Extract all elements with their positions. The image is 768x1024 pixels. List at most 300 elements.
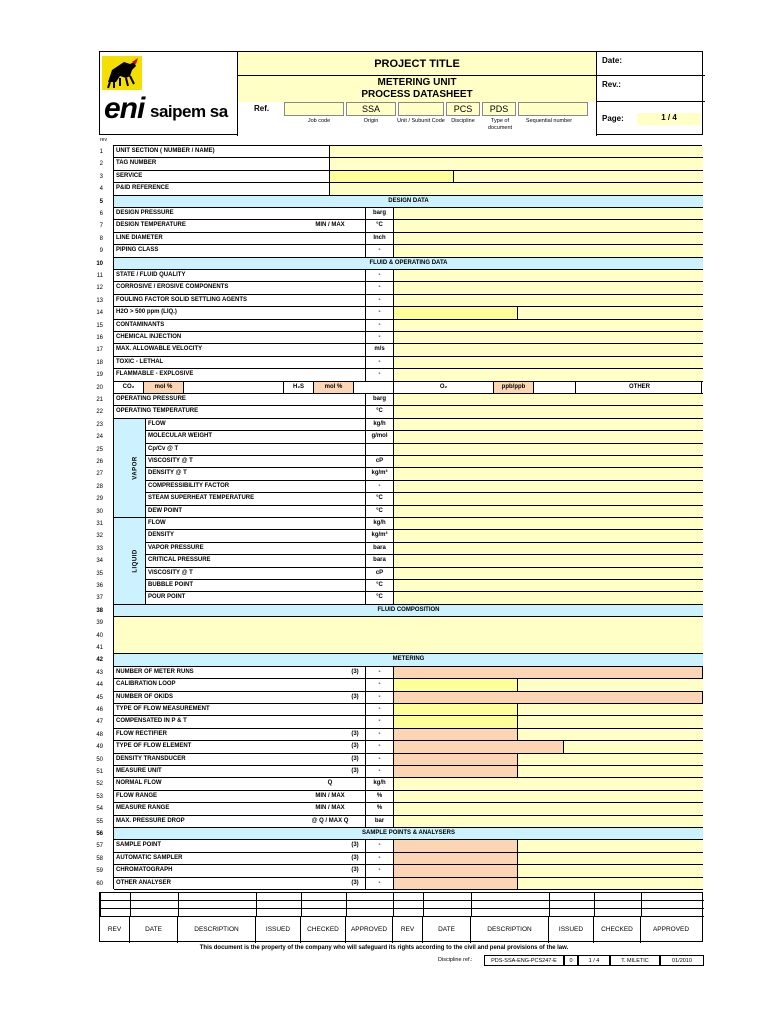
datasheet-row [96, 270, 703, 282]
saipem-logo-text: saipem sa [150, 102, 228, 121]
datasheet-row [96, 840, 703, 852]
value-cell[interactable] [394, 419, 703, 430]
value-cell[interactable] [394, 803, 703, 814]
line-number: 27 [96, 471, 103, 478]
value-cell[interactable] [394, 493, 703, 504]
unit-cell: - [366, 741, 394, 752]
property-label: OPERATING TEMPERATURE [116, 408, 199, 415]
value-cell[interactable] [394, 530, 703, 541]
property-sublabel: DENSITY @ T [148, 470, 187, 477]
unit-cell: kg/h [366, 518, 394, 529]
datasheet-row [96, 741, 703, 753]
property-label: MAX. PRESSURE DROP [116, 817, 185, 824]
unit-cell: - [366, 357, 394, 368]
property-sublabel: Cp/Cv @ T [148, 445, 179, 452]
value-cell[interactable] [394, 320, 703, 331]
datasheet-row [96, 853, 703, 865]
datasheet-grid [96, 145, 702, 889]
datasheet-row [96, 456, 703, 468]
unit-cell: - [366, 332, 394, 343]
line-number: 2 [99, 161, 103, 168]
rev-row [597, 76, 705, 102]
line-number: 19 [96, 372, 103, 379]
value-highlight[interactable] [394, 865, 518, 876]
revision-column-divider [256, 893, 257, 917]
unit-cell: kg/m³ [366, 468, 394, 479]
property-sublabel: VISCOSITY @ T [148, 458, 193, 464]
unit-cell: bara [366, 543, 394, 554]
property-qualifier: @ Q / MAX Q [311, 817, 349, 824]
unit-cell: cP [366, 456, 394, 467]
line-number: 59 [96, 868, 103, 875]
unit-cell: - [366, 481, 394, 492]
revision-header-cell: DATE [423, 917, 471, 943]
note-ref: (3) [351, 743, 359, 750]
value-cell[interactable] [394, 518, 703, 529]
property-label: MEASURE RANGE [116, 805, 170, 812]
doc-page: 1 / 4 [578, 955, 610, 966]
line-number: 5 [99, 198, 103, 205]
value-cell[interactable] [394, 295, 703, 306]
caption-unit-code: Unit / Subunit Code [397, 118, 445, 124]
line-number: 53 [96, 793, 103, 800]
line-number: 14 [96, 310, 103, 317]
value-cell[interactable] [394, 506, 703, 517]
unit-cell: - [366, 270, 394, 281]
page-row [597, 102, 705, 136]
ref-sequential[interactable] [518, 102, 588, 116]
line-number: 9 [99, 248, 103, 255]
property-label: NORMAL FLOW [116, 780, 162, 787]
property-label: H2O > 500 ppm (LIQ.) [116, 309, 177, 316]
unit-cell: - [366, 766, 394, 777]
property-label: SAMPLE POINT [116, 842, 162, 849]
datasheet-row [96, 803, 703, 815]
unit-cell: °C [366, 493, 394, 504]
gas-cell: CO₂ [114, 382, 144, 393]
unit-cell: °C [366, 592, 394, 603]
datasheet-row [96, 518, 703, 530]
line-number: 50 [96, 756, 103, 763]
value-highlight[interactable] [394, 840, 518, 851]
line-number: 57 [96, 843, 103, 850]
revision-line [100, 901, 704, 909]
date-row [597, 52, 705, 76]
value-cell[interactable] [394, 778, 703, 789]
unit-cell: barg [366, 394, 394, 405]
caption-doc-type: Type of document [487, 118, 513, 131]
unit-cell: °C [366, 580, 394, 591]
gas-cell: H₂S [284, 382, 314, 393]
datasheet-row [96, 344, 703, 356]
line-number: 36 [96, 583, 103, 589]
unit-cell: g/mol [366, 431, 394, 442]
property-sublabel: MOLECULAR WEIGHT [148, 433, 212, 440]
datasheet-row[interactable] [96, 617, 703, 629]
property-label: PIPING CLASS [116, 247, 159, 254]
value-highlight[interactable] [394, 741, 564, 752]
document-header [99, 51, 703, 135]
revision-header-cell: DATE [130, 917, 178, 943]
section-header: FLUID COMPOSITION [377, 606, 440, 613]
value-highlight[interactable] [394, 878, 518, 889]
line-number: 60 [96, 880, 103, 887]
line-number: 28 [96, 483, 103, 490]
value-cell[interactable] [394, 344, 703, 355]
unit-cell: cP [366, 568, 394, 579]
value-highlight[interactable] [394, 729, 518, 740]
datasheet-row [96, 704, 703, 716]
datasheet-row [99, 196, 703, 208]
datasheet-row [96, 493, 703, 505]
value-cell[interactable] [394, 791, 703, 802]
property-sublabel: COMPRESSIBILITY FACTOR [148, 482, 230, 489]
value-cell[interactable] [394, 394, 703, 405]
property-label: OPERATING PRESSURE [116, 396, 186, 402]
revision-header-cell: APPROVED [652, 926, 690, 933]
datasheet-row[interactable] [96, 630, 703, 642]
revision-header-cell: DESCRIPTION [471, 917, 549, 943]
line-number: 20 [96, 384, 103, 391]
line-number: 58 [96, 855, 103, 862]
property-label: CORROSIVE / EROSIVE COMPONENTS [116, 284, 229, 291]
value-highlight[interactable] [394, 667, 703, 678]
datasheet-row [96, 791, 703, 803]
doc-code: PDS-SSA-ENG-PCS247-E [484, 955, 564, 966]
gas-cell: OTHER [629, 383, 650, 390]
property-label: AUTOMATIC SAMPLER [116, 854, 183, 861]
datasheet-row [99, 158, 703, 170]
property-label: TOXIC - LETHAL [116, 358, 164, 365]
value-highlight[interactable] [394, 307, 518, 318]
property-label: FOULING FACTOR SOLID SETTLING AGENTS [116, 296, 248, 303]
revision-column-divider [100, 893, 101, 917]
revision-header-cell: ISSUED [256, 917, 301, 943]
gas-cell[interactable] [184, 382, 284, 393]
line-number: 41 [96, 645, 103, 651]
revision-line [100, 909, 704, 917]
project-title[interactable]: PROJECT TITLE [238, 52, 596, 76]
gas-cell[interactable] [534, 382, 576, 393]
unit-cell: - [366, 369, 394, 380]
property-label: DESIGN PRESSURE [116, 210, 174, 216]
line-number: 24 [96, 434, 103, 441]
value-cell[interactable] [394, 568, 703, 579]
doc-date: 01/2010 [660, 955, 704, 966]
section-header: METERING [392, 656, 425, 663]
datasheet-row [96, 667, 703, 679]
revision-column-divider [423, 893, 424, 917]
revision-header-cell: CHECKED [301, 917, 346, 943]
value-cell[interactable] [394, 270, 703, 281]
document-title [238, 76, 596, 102]
value-cell[interactable] [394, 555, 703, 566]
section-header: DESIGN DATA [388, 197, 429, 204]
value-highlight[interactable] [394, 679, 518, 690]
unit-cell: - [366, 307, 394, 318]
property-label: FLAMMABLE - EXPLOSIVE [116, 371, 194, 378]
datasheet-row [96, 506, 703, 518]
gas-cell[interactable]: mol % [144, 382, 184, 393]
caption-sequential: Sequential number [525, 118, 573, 124]
property-label: TAG NUMBER [116, 160, 157, 167]
datasheet-row [99, 171, 703, 183]
unit-cell: kg/m³ [366, 530, 394, 541]
datasheet-row [96, 431, 703, 443]
value-highlight[interactable] [394, 704, 518, 715]
gas-cell[interactable]: mol % [314, 382, 354, 393]
line-number: 43 [96, 669, 103, 676]
property-label: LINE DIAMETER [116, 234, 163, 241]
ref-doc-type[interactable]: PDS [482, 102, 516, 116]
datasheet-row [96, 729, 703, 741]
property-label: DESIGN TEMPERATURE [116, 222, 186, 229]
datasheet-row [96, 778, 703, 790]
ref-job-code[interactable] [284, 102, 344, 116]
revision-column-divider [594, 893, 595, 917]
line-number: 56 [96, 831, 103, 837]
note-ref: (3) [351, 730, 359, 737]
property-label: TYPE OF FLOW MEASUREMENT [116, 706, 210, 712]
section-header: FLUID & OPERATING DATA [369, 259, 448, 266]
datasheet-row [99, 233, 703, 245]
note-ref: (3) [351, 854, 359, 861]
unit-cell: - [366, 729, 394, 740]
meta-area [596, 52, 704, 136]
revision-column-divider [130, 893, 131, 917]
unit-cell: m/s [366, 344, 394, 355]
property-notice: This document is the property of the company who will safeguard its rights according to the civil and penal provisions of the law. [199, 945, 569, 951]
line-number: 38 [96, 607, 103, 614]
datasheet-row [96, 580, 703, 592]
value-cell[interactable] [394, 481, 703, 492]
unit-cell: - [366, 679, 394, 690]
line-number: 7 [99, 223, 103, 230]
property-qualifier: Q [327, 780, 333, 787]
ref-discipline[interactable]: PCS [446, 102, 480, 116]
note-ref: (3) [351, 768, 359, 774]
unit-cell: °C [366, 506, 394, 517]
datasheet-row [96, 481, 703, 493]
value-cell[interactable] [394, 332, 703, 343]
line-number: 4 [99, 186, 103, 193]
line-number: 29 [96, 496, 103, 503]
value-cell[interactable] [394, 431, 703, 442]
property-label: CONTAMINANTS [116, 321, 165, 328]
ref-origin[interactable]: SSA [346, 102, 396, 116]
line-number: 42 [96, 657, 103, 664]
datasheet-row [96, 654, 703, 666]
line-number: 37 [96, 595, 103, 602]
value-cell[interactable] [394, 456, 703, 467]
property-sublabel: STEAM SUPERHEAT TEMPERATURE [148, 495, 255, 502]
line-number: 55 [96, 818, 103, 825]
date-label: Date: [602, 56, 623, 65]
eni-six-legged-dog-logo [102, 56, 142, 90]
datasheet-row [96, 530, 703, 542]
property-label: FLOW RANGE [116, 792, 157, 799]
value-cell[interactable] [394, 444, 703, 455]
property-sublabel: VAPOR PRESSURE [148, 544, 204, 551]
line-number: 32 [96, 533, 103, 540]
datasheet-row [96, 357, 703, 369]
revision-header-cell: CHECKED [594, 917, 641, 943]
value-cell[interactable] [330, 146, 703, 157]
ref-unit-code[interactable] [398, 102, 444, 116]
line-number: 10 [96, 260, 103, 267]
value-cell[interactable] [394, 357, 703, 368]
line-number: 39 [96, 620, 103, 627]
rev-column-label: rev [100, 137, 107, 143]
value-cell[interactable] [330, 158, 703, 169]
revision-header-cell: APPROVED [346, 917, 393, 943]
ref-label: Ref. [254, 104, 270, 113]
line-number: 44 [96, 682, 103, 689]
value-cell[interactable] [394, 282, 703, 293]
gas-cell[interactable] [354, 382, 394, 393]
caption-discipline: Discipline [451, 118, 475, 124]
unit-cell: - [366, 704, 394, 715]
line-number: 54 [96, 806, 103, 813]
datasheet-row [96, 592, 703, 604]
datasheet-row [99, 208, 703, 220]
datasheet-row [96, 419, 703, 431]
value-cell[interactable] [394, 592, 703, 603]
page-value: 1 / 4 [637, 113, 701, 125]
value-cell[interactable] [394, 406, 703, 417]
note-ref: (3) [351, 693, 359, 700]
revision-header-cell: DESCRIPTION [178, 917, 256, 943]
line-number: 16 [96, 335, 103, 341]
value-highlight[interactable] [394, 692, 703, 703]
line-number: 52 [96, 781, 103, 788]
page-label: Page: [602, 114, 624, 123]
datasheet-row [96, 754, 703, 766]
datasheet-row [99, 183, 703, 195]
unit-cell: kg/h [366, 778, 394, 789]
line-number: 45 [96, 694, 103, 701]
property-label: MEASURE UNIT [116, 768, 162, 774]
datasheet-row [96, 258, 703, 270]
unit-cell: % [366, 791, 394, 802]
line-number: 31 [96, 521, 103, 527]
value-cell[interactable] [394, 369, 703, 380]
value-cell[interactable] [394, 816, 703, 827]
doc-author: T. MILETIC [610, 955, 660, 966]
revision-header [100, 917, 704, 943]
property-qualifier: MIN / MAX [315, 792, 345, 799]
property-sublabel: CRITICAL PRESSURE [148, 557, 211, 564]
line-number: 23 [96, 421, 103, 428]
value-cell[interactable] [394, 245, 703, 256]
value-cell[interactable] [394, 543, 703, 554]
value-cell[interactable] [394, 220, 703, 231]
property-label: STATE / FLUID QUALITY [116, 272, 186, 278]
value-highlight[interactable] [330, 171, 454, 182]
unit-cell: % [366, 803, 394, 814]
value-highlight[interactable] [394, 766, 518, 777]
unit-cell: °C [366, 220, 394, 231]
unit-cell: Inch [366, 233, 394, 244]
note-ref: (3) [351, 867, 359, 874]
datasheet-row [96, 692, 703, 704]
unit-cell: bar [366, 816, 394, 827]
property-label: P&ID REFERENCE [116, 185, 170, 192]
property-label: OTHER ANALYSER [116, 879, 171, 886]
line-number: 11 [96, 273, 103, 279]
unit-cell: - [366, 878, 394, 889]
datasheet-row [96, 816, 703, 828]
datasheet-row [96, 406, 703, 418]
unit-cell: - [366, 853, 394, 864]
line-number: 12 [96, 285, 103, 292]
value-cell[interactable] [394, 233, 703, 244]
liquid-group-label [114, 518, 146, 605]
property-label: NUMBER OF METER RUNS [116, 668, 194, 675]
property-sublabel: BUBBLE POINT [148, 582, 193, 588]
value-highlight[interactable] [394, 716, 518, 727]
property-qualifier: MIN / MAX [315, 222, 345, 229]
line-number: 48 [96, 731, 103, 738]
vapor-label-text: VAPOR [132, 456, 139, 480]
line-number: 21 [96, 397, 103, 403]
property-label: CHROMATOGRAPH [116, 867, 173, 874]
unit-cell: kg/h [366, 419, 394, 430]
line-number: 13 [96, 297, 103, 304]
line-number: 17 [96, 347, 103, 354]
note-ref: (3) [351, 842, 359, 849]
property-label: DENSITY TRANSDUCER [116, 755, 186, 762]
discipline-label: Discipline ref.: [438, 957, 473, 963]
datasheet-row [96, 555, 703, 567]
value-cell[interactable] [394, 580, 703, 591]
value-highlight[interactable] [394, 853, 518, 864]
line-number: 30 [96, 508, 103, 515]
property-sublabel: FLOW [148, 520, 166, 526]
line-number: 22 [96, 409, 103, 416]
property-sublabel: DEW POINT [148, 507, 182, 514]
revision-header-cell: ISSUED [549, 917, 594, 943]
revision-header-cell: REV [100, 917, 130, 943]
unit-cell: barg [366, 208, 394, 219]
datasheet-row [99, 220, 703, 232]
section-header: SAMPLE POINTS & ANALYSERS [362, 830, 455, 836]
datasheet-row [96, 332, 703, 344]
value-highlight[interactable] [394, 754, 518, 765]
note-ref: (3) [351, 879, 359, 886]
unit-cell: - [366, 295, 394, 306]
line-number: 8 [99, 235, 103, 242]
value-cell[interactable] [330, 183, 703, 194]
datasheet-row [96, 568, 703, 580]
unit-cell: - [366, 320, 394, 331]
line-number: 40 [96, 632, 103, 639]
datasheet-row [96, 307, 703, 319]
revision-table [99, 892, 703, 942]
value-cell[interactable] [394, 468, 703, 479]
datasheet-row[interactable] [96, 642, 703, 654]
gas-cell[interactable]: ppb/ppb [494, 382, 534, 393]
line-number: 1 [99, 149, 103, 155]
reference-row [238, 102, 596, 136]
datasheet-row [96, 394, 703, 406]
property-label: COMPENSATED IN P & T [116, 718, 187, 725]
revision-column-divider [301, 893, 302, 917]
value-cell[interactable] [394, 208, 703, 219]
caption-origin: Origin [363, 118, 379, 124]
property-label: NUMBER OF OKIDS [116, 693, 173, 700]
unit-cell: - [366, 282, 394, 293]
